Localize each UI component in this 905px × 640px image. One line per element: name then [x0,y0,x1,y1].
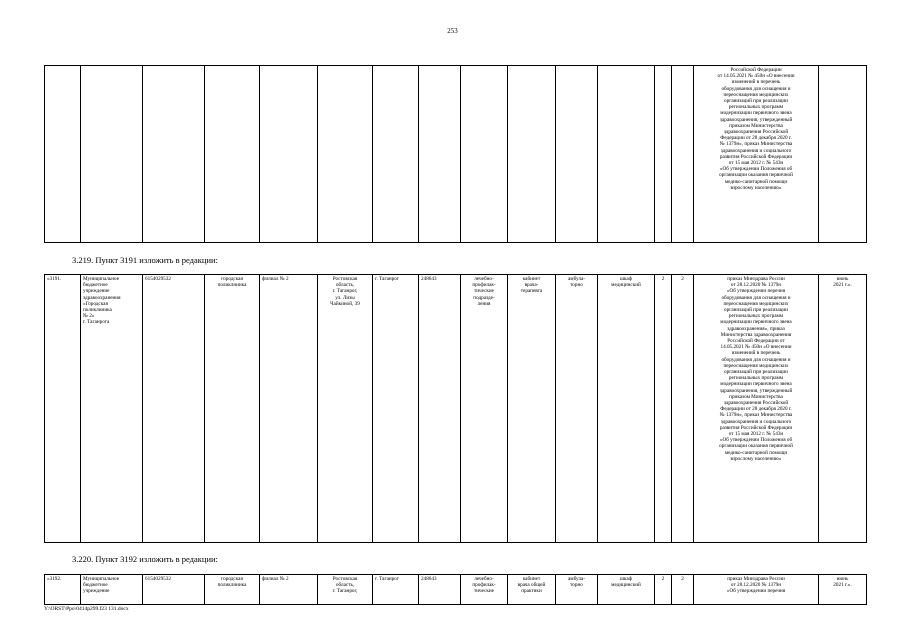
text-line: организации оказания первичной [719,172,793,179]
text-line: здравоохранения и социального [720,418,792,425]
section-heading-3220: 3.220. Пункт 3192 изложить в редакции: [72,554,218,564]
top-row-text [696,67,816,191]
text-line: от 15 мая 2012 г. № 543н [728,160,784,167]
text-line: модернизации первичного звена [720,110,792,117]
text-line: медико-санитарной помощи [724,449,788,456]
text-line: 2021 г.». [833,282,852,289]
text-line: торно [570,582,583,589]
org-name [81,575,143,605]
text-line: приказ Минздрава России [727,276,785,282]
text-line: Федерации от 28 декабря 2020 г. [720,406,792,413]
text-line: развития Российской Федерации [719,153,793,160]
inn: 6154029532 [143,575,205,605]
code: 248643 [419,275,461,543]
basis [694,275,819,543]
text-line: здравоохранения Российской [723,400,789,407]
text-line: от 14.05.2021 № 450н «О внесении [717,73,795,80]
row-number: «3192. [45,575,81,605]
quantity-2: 2 [672,275,694,543]
table-3191 [44,274,867,543]
facility-type [205,275,260,543]
text-line: Муниципальное [83,276,119,282]
text-line: модернизации первичного звена [720,381,792,388]
text-line: приказом Министерства [729,122,783,129]
text-line: здравоохранения», приказ [727,325,785,332]
text-line: медицинский [611,282,641,289]
text-line: здравоохранения [83,294,121,301]
continuation-table [44,65,867,243]
text-line: тические [474,588,494,595]
city: г. Таганрог [373,275,419,543]
text-line: переоснащения медицинских [723,362,789,369]
text-line: амбула- [567,276,585,282]
text-line: лечебно- [474,276,494,282]
text-line: шкаф [619,576,633,582]
text-line: 2021 г.». [833,582,852,589]
table-row [45,575,867,605]
text-line: бюджетное [83,582,108,589]
text-line: врача- [524,282,539,289]
text-line: здравоохранения Российской [723,129,789,136]
text-line: региональных программ [728,375,784,382]
text-line: организации оказания первичной [719,443,793,450]
text-line: организаций при реализации [724,369,788,376]
text-line: «Об утверждении Положения об [719,437,793,444]
text-line: подразде- [473,294,495,301]
quantity-1: 2 [655,275,672,543]
quantity-2: 2 [672,575,694,605]
text-line: «Об утверждении Положения об [719,166,793,173]
text-line: лечебно- [474,576,494,582]
text-line: кабинет [522,276,541,282]
text-line: «Городская [83,300,108,307]
mode [556,275,598,543]
text-line: медико-санитарной помощи [724,178,788,185]
division [461,575,508,605]
text-line: региональных программ [728,104,784,111]
text-line: ул. Лизы [335,294,355,301]
text-line: № 1379н», приказ Министерства [719,141,793,148]
text-line: приказом Министерства [729,393,783,400]
text-line: организаций при реализации [724,98,788,105]
text-line: Чайкиной, 39 [330,300,360,307]
text-line: оборудования для оснащения и [721,356,791,363]
room [508,575,556,605]
text-line: врача общей [517,582,546,589]
text-line: область, [335,582,355,589]
text-line: область, [335,282,355,289]
text-line: бюджетное [83,282,108,289]
text-line: приказ Минздрава России [727,576,785,582]
equipment [598,575,655,605]
text-line: здравоохранения, утвержденный [719,387,793,394]
branch: филиал № 2 [260,275,318,543]
table-row [45,275,867,543]
text-line: здравоохранения, утвержденный [719,116,793,123]
text-line: взрослому населению» [730,455,782,462]
text-line: практики [521,588,542,595]
text-line: развития Российской Федерации [719,424,793,431]
text-line: здравоохранения и социального [720,147,792,154]
text-line: Муниципальное [83,576,119,582]
inn: 6154029532 [143,275,205,543]
text-line: изменений в перечень [731,350,781,357]
city: г. Таганрог [373,575,419,605]
text-line: учреждение [83,288,110,295]
text-line: учреждение [83,588,110,595]
text-line: переоснащения медицинских [723,300,789,307]
basis-cell [694,66,819,243]
text-line: 14.05.2021 № 450н «О внесении [720,344,792,351]
mode [556,575,598,605]
text-line: г. Таганрога [83,319,110,326]
basis [694,575,819,605]
text-line: от 28.12.2020 № 1379н [730,582,782,589]
text-line: от 28.12.2020 № 1379н [730,282,782,289]
text-line: поликлиника [83,307,112,314]
text-line: медицинский [611,582,641,589]
address [318,275,373,543]
text-line: городская [221,576,243,582]
text-line: региональных программ [728,313,784,320]
row-number: «3191. [45,275,81,543]
text-line: июнь [836,276,849,282]
text-line: оборудования для оснащения и [721,294,791,301]
text-line: «Об утверждении перечня [726,288,786,295]
text-line: № 1379н», приказ Министерства [719,412,793,419]
text-line: профилак- [472,282,496,289]
text-line: терапевта [520,288,543,295]
text-line: кабинет [522,576,541,582]
equipment [598,275,655,543]
room [508,275,556,543]
org-name [81,275,143,543]
file-path-footer: Y:\ORST\Ppo\0414p299.f23 131.docx [44,606,129,612]
text-line: изменений в перечень [731,79,781,86]
text-line: Министерства здравоохранения [720,331,792,338]
text-line: Российской Федерации от [727,338,785,345]
text-line: переоснащения медицинских [723,91,789,98]
text-line: г. Таганрог, [332,588,358,595]
table-3192 [44,574,867,605]
text-line: профилак- [472,582,496,589]
code: 248643 [419,575,461,605]
date [819,575,867,605]
text-line: от 15 мая 2012 г. № 543н [728,431,784,438]
text-line: июнь [836,576,849,582]
facility-type [205,575,260,605]
text-line: городская [221,276,243,282]
text-line: Ростовская [332,576,358,582]
text-line: организаций при реализации [724,307,788,314]
text-line: ления [477,300,491,307]
division [461,275,508,543]
page-number: 253 [447,27,458,35]
text-line: торно [570,282,583,289]
text-line: № 2» [83,313,95,320]
text-line: Ростовская [332,276,358,282]
text-line: Федерации от 28 декабря 2020 г. [720,135,792,142]
text-line: Российской Федерации [730,67,782,73]
text-line: взрослому населению» [730,184,782,191]
text-line: амбула- [567,576,585,582]
text-line: «Об утверждении перечня [726,588,786,595]
text-line: модернизации первичного звена [720,319,792,326]
section-heading-3219: 3.219. Пункт 3191 изложить в редакции: [72,255,218,265]
text-line: шкаф [619,276,633,282]
branch: филиал № 2 [260,575,318,605]
text-line: тические [474,288,494,295]
address [318,575,373,605]
date [819,275,867,543]
text-line: поликлиника [217,582,247,589]
text-line: оборудования для оснащения и [721,85,791,92]
quantity-1: 2 [655,575,672,605]
text-line: г. Таганрог, [332,288,358,295]
text-line: поликлиника [217,282,247,289]
